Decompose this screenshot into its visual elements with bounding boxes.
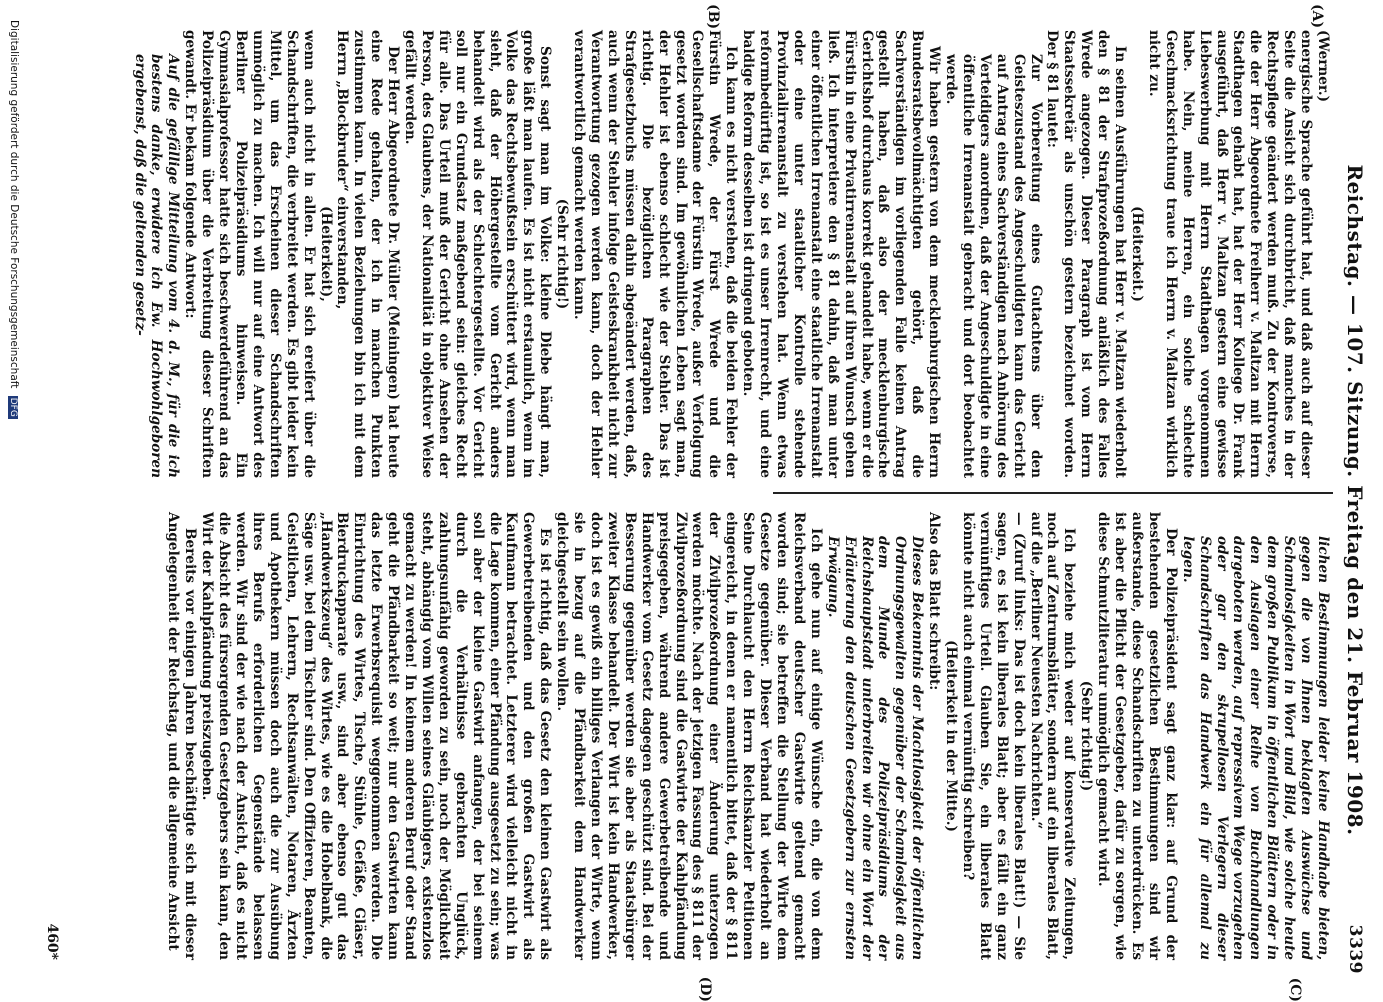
paragraph: Sonst sagt man im Volke: kleine Diebe hängt man, große läßt man laufen. Es ist nicht erstaunlich, wenn im Volke das Rechtsbewußtsein erschüttert wird, wenn man sieht, daß der Höhergestellte vom Gericht anders behandelt wird als der Schlechtergestellte. Vor Gericht soll nur ein Grundsatz maßgebend sein: gleiches Recht für alle. Das Urteil muß der Gericht ohne Ansehen der Person, des Glaubens, der Nationalität in objektiver Weise gefällt werden. bbox=[402, 30, 554, 478]
margin-mark-d: (D) bbox=[697, 976, 713, 1002]
paragraph: Also das Blatt schreibt: bbox=[926, 512, 943, 691]
left-column bbox=[131, 30, 1331, 478]
margin-mark-c: (C) bbox=[1287, 977, 1303, 1002]
paragraph: Es ist richtig, daß das Gesetz den kleinen Gastwirt als Gewerbetreibenden und den großen Gastwirt als Kaufmann betrachtet. Letzterer wird vielleicht nicht in die Lage kommen, einer Pfändung ausgesetzt zu sein; was soll aber der kleine Gastwirt anfangen, der bei seinem durch die Verhältnisse gebrachten Unglück, zahlungsunfähig geworden zu sein, noch der Möglichkeit steht, abhängig vom Willen seines Gläubigers, existenzlos gemacht zu werden! In keinem anderen Beruf oder Stand geht die Pfändbarkeit so weit; nur den Gastwirten kann das letzte Erwerbsrequisit weggenommen werden. Die Einrichtung des Wirtes, Tische, Stühle, Gefäße, Gläser, Bierdruckapparate usw., sind aber ebenso gut das „Handwerkszeug“ des Wirtes, wie es die Hobelbank, die Säge usw. bei dem Tischler sind. Den Offizieren, Beamten, Geistlichen, Lehrern, Rechtsanwälten, Notaren, Ärzten und Apothekern müssen doch auch die zur Ausübung ihres Berufs erforderlichen Gegenstände belassen werden. Wir sind der wie nach der Ansicht, daß es nicht die Absicht des fürsorgenden Gesetzgebers sein kann, den Wirt der Kahlpfändung preiszugeben. bbox=[199, 512, 554, 960]
margin-mark-b: (B) bbox=[705, 4, 721, 30]
paragraph: Wir haben gestern von dem mecklenburgischen Herrn Bundesratsbevollmächtigten gehört, daß die Sachverständigen im vorliegenden Falle keinen Antrag gestellt haben, daß also der mecklenburgische Gerichtshof durchaus korrekt gehandelt habe, wenn er die Fürstin in eine Privatirrenanstalt auf ihren Wunsch gehen ließ. Ich interpretiere den § 81 dahin, daß man unter einer öffentlichen Irrenanstalt eine staatliche Irrenanstalt oder eine unter staatlicher Kontrolle stehende Provinzialirrenanstalt zu verstehen hat. Wenn etwas reformbedürftig ist, so ist es unser Irrenrecht, und eine baldige Reform desselben ist dringend geboten. bbox=[740, 30, 943, 478]
footer-text: Digitalisierung gefördert durch die Deutsche Forschungsgemeinschaft bbox=[8, 20, 20, 389]
header-title: Reichstag. — 107. Sitzung. Freitag den 21. Februar 1908. bbox=[1343, 164, 1367, 836]
dfg-logo: DFG bbox=[8, 397, 18, 417]
paragraph: Der Herr Abgeordnete Dr. Müller (Meiningen) hat heute eine Rede gehalten, der ich in manchen Punkten zustimmen kann. In vielen Beziehungen bin ich mit dem Herrn „Blockbruder“ einverstanden, bbox=[334, 30, 402, 478]
paragraph: Dieses Bekenntnis der Machtlosigkeit der öffentlichen Ordnungsgewalten gegenüber der Schamlosigkeit aus dem Munde des Polizeipräsidiums der Reichshauptstadt unterbreiten wir ohne ein Wort der Erläuterung den deutschen Gesetzgebern zur ernsten Erwägung. bbox=[824, 536, 926, 960]
paragraph: Bereits vor einigen Jahren beschäftigte sich mit dieser Angelegenheit der Reichstag, und die allgemeine Ansicht bbox=[165, 512, 199, 960]
right-column bbox=[164, 512, 1331, 960]
paragraph: In seinen Ausführungen hat Herr v. Maltzan wiederholt den § 81 der Strafprozeßordnung anläßlich des Falles Wrede angezogen. Dieser Paragraph ist vom Herrn Staatssekretär als unschön gestern bezeichnet worden. Der § 81 lautet: bbox=[1044, 30, 1129, 478]
page-header bbox=[1337, 26, 1371, 974]
margin-mark-a: (A) bbox=[1309, 4, 1325, 29]
digitization-footer bbox=[8, 20, 20, 419]
column-divider bbox=[773, 492, 1333, 494]
paragraph: (Heiterkeit in der Mitte.) bbox=[943, 640, 960, 832]
signature-mark: 460* bbox=[44, 923, 60, 960]
paragraph: — (Zuruf links: Das ist doch kein liberales Blatt!) — Sie sagen, es ist kein liberales Blatt; aber es fällt ein ganz vernünftiges Urteil. Glauben Sie, ein liberales Blatt könnte nicht auch einmal vernünftig schreiben? bbox=[959, 512, 1027, 960]
paragraph: (Heiterkeit.) bbox=[1129, 206, 1146, 302]
paragraph: Ich kann es nicht verstehen, daß die beiden Fehler der Fürstin Wrede, der Fürst Wrede und die Gesellschaftsdame der Fürstin Wrede, außer Verfolgung gesetzt worden sind. Im gewöhnlichen Leben sagt man, der Hehler ist ebenso schlecht wie der Stehler. Das ist richtig. Die bezüglichen Paragraphen des Strafgesetzbuchs müssen dahin abgeändert werden, daß, auch wenn der Stehler infolge Geisteskrankheit nicht zur Verantwortung gezogen werden kann, doch der Hehler verantwortlich gemacht werden kann. bbox=[571, 30, 740, 478]
paragraph: lichen Bestimmungen leider keine Handhabe bieten, gegen die von Ihnen beklagten Auswüchse und Schamlosigkeiten in Wort und Bild, wie solche heute dem großen Publikum in öffentlichen Blättern oder in den Auslagen einer Reihe von Buchhandlungen dargeboten werden, auf repressivem Wege vorzugehen oder gar den skrupellosen Verlegern dieser Schandschriften das Handwerk ein für allemal zu legen. bbox=[1179, 536, 1331, 960]
paragraph: (Sehr richtig!) bbox=[1078, 680, 1095, 792]
paragraph: Auf die gefällige Mitteilung vom 4. d. M., für die ich bestens danke, erwidere ich Ew. Hochwohlgeboren ergebenst, daß die geltenden gesetz- bbox=[131, 54, 182, 478]
paragraph: (Werner.) bbox=[1315, 30, 1331, 103]
paragraph: energische Sprache geführt hat, und daß auch auf dieser Seite die Ansicht sich durchbricht, daß manches in der Rechtspflege geändert werden muß. Zu der Kontroverse, die der Herr Abgeordnete Freiherr v. Maltzan mit Herrn Stadthagen gehabt hat, hat der Herr Kollege Dr. Frank ausgeführt, daß Herr v. Maltzan gestern eine gewisse Liebeswerbung mit Herrn Stadthagen vorgenommen habe. Nein, meine Herren, ein solche schlechte Geschmacksrichtung traue ich Herrn v. Maltzan wirklich nicht zu. bbox=[1145, 30, 1315, 478]
paragraph: Ich beziehe mich weder auf konservative Zeitungen, noch auf Zentrumsblätter, sondern auf ein liberales Blatt, auf die „Berliner Neuesten Nachrichten.“ bbox=[1027, 512, 1078, 960]
paragraph: Der Polizeipräsident sagt ganz klar: auf Grund der bestehenden gesetzlichen Bestimmungen sind wir außerstande, diese Schandschriften zu unterdrücken. Es ist aber die Pflicht der Gesetzgeber, dafür zu sorgen, wie diese Schmutzliteratur unmöglich gemacht wird. bbox=[1095, 512, 1179, 960]
paragraph: (Heiterkeit), bbox=[317, 206, 334, 302]
paragraph: Ich gehe nun auf einige Wünsche ein, die von dem Reichsverband deutscher Gastwirte geltend gemacht worden sind; sie betreffen die Stellung der Wirte dem Gesetze gegenüber. Dieser Verband hat wiederholt an Seine Durchlaucht den Herrn Reichskanzler Petitionen eingereicht, in denen er namentlich bittet, daß der § 811 der Zivilprozeßordnung einer Änderung unterzogen werden möchte. Nach der jetzigen Fassung des § 811 der Zivilprozeßordnung sind die Gastwirte der Kahlpfändung preisgegeben, während andere Gewerbetreibende und Handwerker vom Gesetz dagegen geschützt sind. Bei der Besserung gegenüber werden sie aber als Staatsbürger zweiter Klasse behandelt. Der Wirt ist kein Handwerker, doch ist es gewiß ein billiges Verlangen der Wirte, wenn sie in bezug auf die Pfändbarkeit dem Handwerker gleichgestellt sein wollen. bbox=[554, 512, 824, 960]
paragraph: wenn auch nicht in allen. Er hat sich ereifert über die Schandschriften, die verbreitet werden. Es gibt leider kein Mittel, um das Erscheinen dieser Schandschriften unmöglich zu machen. Ich will nur auf eine Antwort des Berliner Polizeipräsidiums hinweisen. Ein Gymnasialprofessor hatte sich beschwerdeführend an das Polizeipräsidium über die Verbreitung dieser Schriften gewandt. Er bekam folgende Antwort: bbox=[182, 30, 317, 478]
paragraph: (Sehr richtig!) bbox=[554, 198, 571, 310]
paragraph: Zur Vorbereitung eines Gutachtens über den Geisteszustand des Angeschuldigten kann das Gericht auf Antrag eines Sachverständigen nach Anhörung des Verteidigers anordnen, daß der Angeschuldigte in eine öffentliche Irrenanstalt gebracht und dort beobachtet werde. bbox=[943, 54, 1044, 478]
page-number: 3339 bbox=[1345, 924, 1365, 974]
